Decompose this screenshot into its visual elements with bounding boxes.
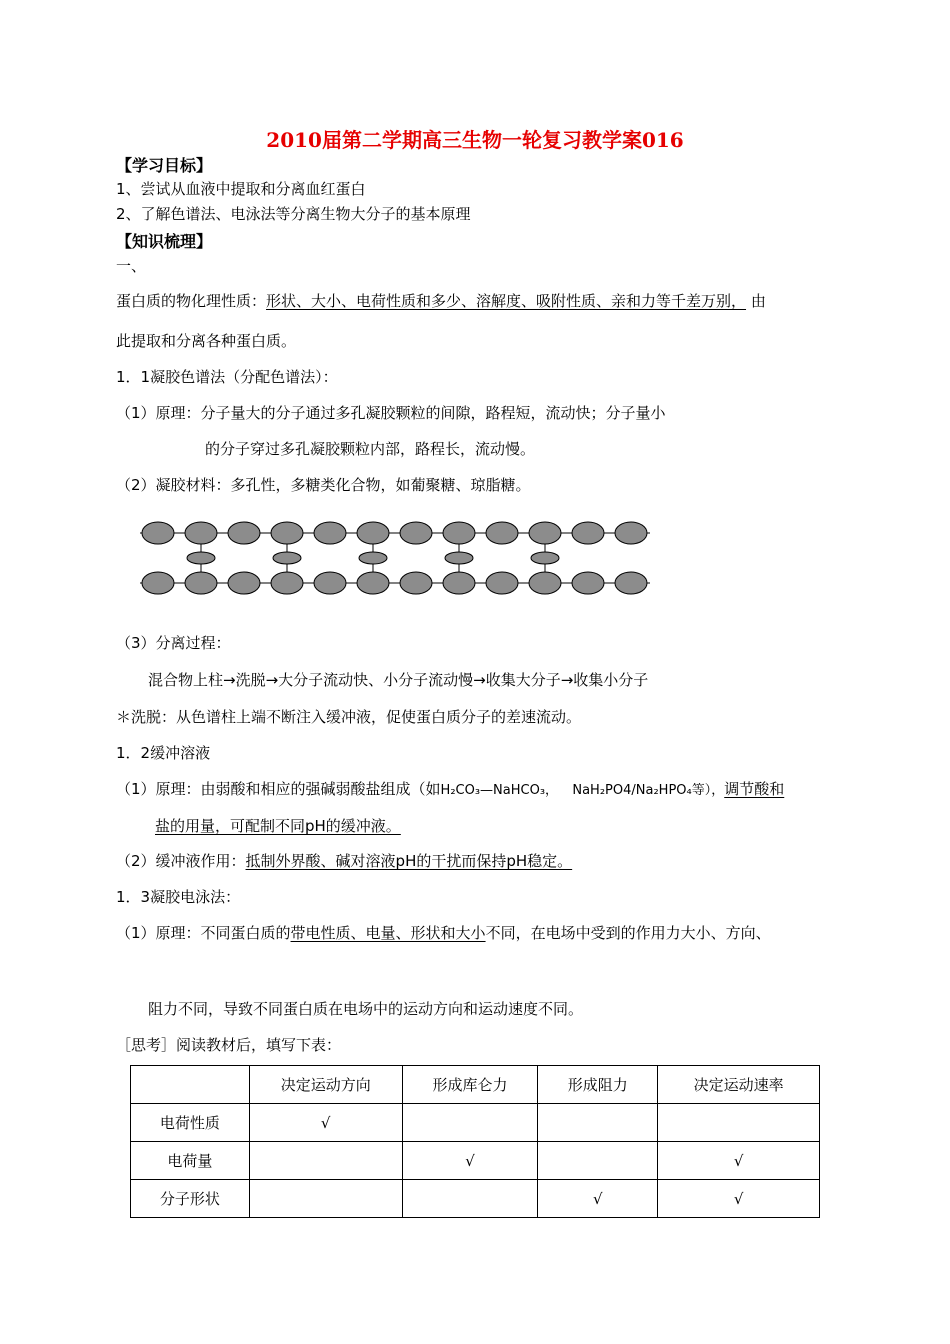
protein-line-2: 此提取和分离各种蛋白质。 — [116, 332, 297, 350]
objectives-heading: 【学习目标】 — [116, 156, 213, 175]
gel-bead-top — [271, 522, 303, 544]
gel-bead-top — [486, 522, 518, 544]
table-header-cell: 决定运动速率 — [658, 1066, 820, 1104]
gel-crosslink-bead — [445, 552, 473, 564]
table-header-cell: 形成阻力 — [538, 1066, 658, 1104]
electrophoresis-line-2: 阻力不同，导致不同蛋白质在电场中的运动方向和运动速度不同。 — [148, 1000, 584, 1018]
page-title: 2010届第二学期高三生物一轮复习教学案016 — [266, 128, 684, 152]
gel-crosslink-bead — [273, 552, 301, 564]
table-cell — [538, 1142, 658, 1180]
buffer-heading: 1．2缓冲溶液 — [116, 744, 211, 762]
table-row — [131, 1180, 820, 1218]
buffer-function-lead: （2）缓冲液作用： — [116, 852, 246, 870]
linker-row — [187, 544, 559, 572]
gel-bead-bottom — [357, 572, 389, 594]
section-one-label: 一、 — [116, 257, 147, 275]
table-row-label: 电荷量 — [131, 1142, 250, 1180]
gel-bead-bottom — [529, 572, 561, 594]
table-header-cell: 决定运动方向 — [249, 1066, 402, 1104]
gel-bead-top — [529, 522, 561, 544]
gel-crosslink-bead — [359, 552, 387, 564]
table-cell — [249, 1180, 402, 1218]
table-row-label: 分子形状 — [131, 1180, 250, 1218]
gel-bead-diagram — [135, 515, 655, 605]
electro-tail: 不同，在电场中受到的作用力大小、方向、 — [485, 924, 771, 942]
buffer-principle-underlined: 调节酸和 — [724, 780, 785, 798]
gel-bead-bottom — [443, 572, 475, 594]
gel-bead-top — [142, 522, 174, 544]
gel-bead-top — [228, 522, 260, 544]
objective-item: 2、了解色谱法、电泳法等分离生物大分子的基本原理 — [116, 205, 471, 223]
gel-bead-top — [615, 522, 647, 544]
electrophoresis-principle — [116, 922, 771, 943]
gel-bead-bottom — [185, 572, 217, 594]
property-table — [130, 1065, 820, 1218]
table-cell — [402, 1180, 538, 1218]
protein-properties — [116, 290, 766, 311]
table-cell — [658, 1104, 820, 1142]
buffer-function-underlined: 抵制外界酸、碱对溶液pH的干扰而保持pH稳定。 — [245, 852, 573, 870]
gel-material: （2）凝胶材料：多孔性，多糖类化合物，如葡聚糖、琼脂糖。 — [116, 476, 531, 494]
electro-lead: （1）原理：不同蛋白质的 — [116, 924, 291, 942]
buffer-principle-lead: （1）原理：由弱酸和相应的强碱弱酸盐组成（如 — [116, 780, 441, 798]
table-header-row — [131, 1066, 820, 1104]
table-cell — [249, 1142, 402, 1180]
buffer-principle — [116, 778, 784, 799]
electrophoresis-heading: 1．3凝胶电泳法： — [116, 888, 241, 906]
knowledge-heading: 【知识梳理】 — [116, 232, 213, 251]
table-row-label: 电荷性质 — [131, 1104, 250, 1142]
gel-bead-top — [314, 522, 346, 544]
elution-note: ＊洗脱：从色谱柱上端不断注入缓冲液，促使蛋白质分子的差速流动。 — [116, 708, 582, 726]
protein-properties-underlined: 形状、大小、电荷性质和多少、溶解度、吸附性质、亲和力等千差万别， — [266, 292, 747, 310]
gel-bead-bottom — [314, 572, 346, 594]
table-cell: √ — [658, 1142, 820, 1180]
gel-bead-bottom — [572, 572, 604, 594]
protein-tail: 由 — [750, 292, 766, 310]
think-prompt: ［思考］阅读教材后，填写下表： — [116, 1036, 342, 1054]
table-cell: √ — [402, 1142, 538, 1180]
table-header-cell: 形成库仑力 — [402, 1066, 538, 1104]
gel-bead-bottom — [486, 572, 518, 594]
gel-crosslink-bead — [187, 552, 215, 564]
gel-chromatography-heading: 1．1凝胶色谱法（分配色谱法）： — [116, 368, 338, 386]
gel-bead-bottom — [228, 572, 260, 594]
objective-item: 1、尝试从血液中提取和分离血红蛋白 — [116, 180, 366, 198]
gel-principle-line-1: （1）原理：分子量大的分子通过多孔凝胶颗粒的间隙，路程短，流动快；分子量小 — [116, 404, 666, 422]
gel-bead-top — [443, 522, 475, 544]
gel-bead-top — [400, 522, 432, 544]
table-row — [131, 1142, 820, 1180]
gel-bead-bottom — [142, 572, 174, 594]
gel-bead-bottom — [615, 572, 647, 594]
gel-bead-top — [572, 522, 604, 544]
gel-bead-bottom — [271, 572, 303, 594]
gel-bead-top — [357, 522, 389, 544]
buffer-principle-line-2: 盐的用量，可配制不同pH的缓冲液。 — [155, 817, 401, 835]
process-flow: 混合物上柱→洗脱→大分子流动快、小分子流动慢→收集大分子→收集小分子 — [148, 671, 649, 689]
process-heading: （3）分离过程： — [116, 634, 231, 652]
gel-principle-line-2: 的分子穿过多孔凝胶颗粒内部，路程长，流动慢。 — [205, 440, 536, 458]
electro-underlined: 带电性质、电量、形状和大小 — [290, 924, 486, 942]
table-row — [131, 1104, 820, 1142]
buffer-formula-b: NaH₂PO4/Na₂HPO₄等）， — [572, 783, 725, 798]
table-header-cell — [131, 1066, 250, 1104]
table-cell: √ — [658, 1180, 820, 1218]
table-cell — [538, 1104, 658, 1142]
table-cell: √ — [249, 1104, 402, 1142]
gel-bead-top — [185, 522, 217, 544]
gel-crosslink-bead — [531, 552, 559, 564]
table-cell: √ — [538, 1180, 658, 1218]
table-cell — [402, 1104, 538, 1142]
buffer-formula-a: H₂CO₃—NaHCO₃， — [440, 783, 559, 798]
protein-lead: 蛋白质的物化理性质： — [116, 292, 267, 310]
gel-bead-bottom — [400, 572, 432, 594]
buffer-function — [116, 850, 572, 871]
